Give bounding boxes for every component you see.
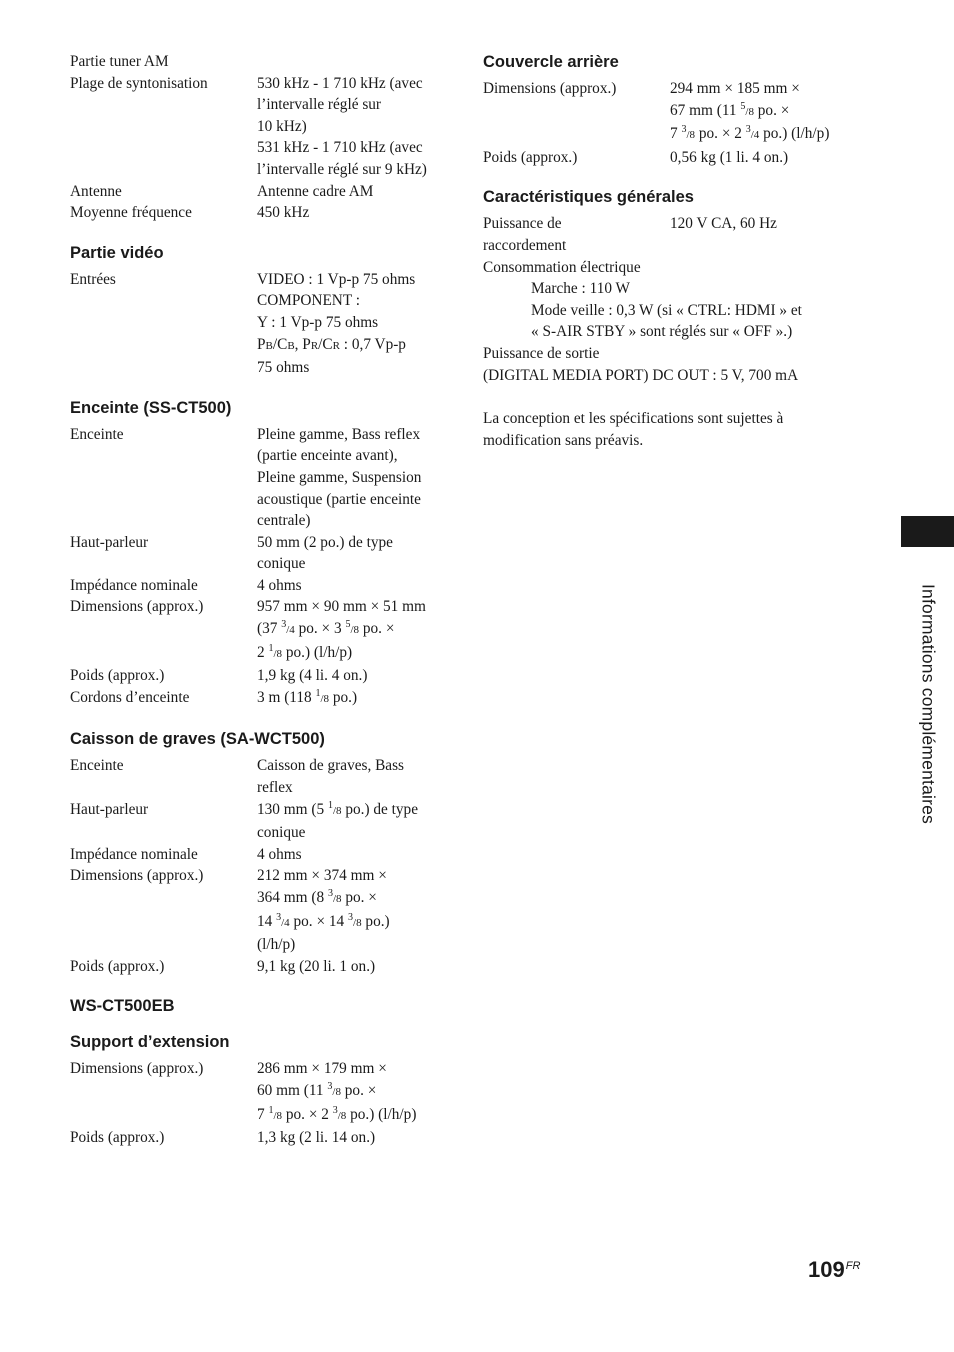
- value-line: [670, 100, 868, 124]
- text-fragment: po. ×: [359, 620, 395, 638]
- text-fragment: B: [265, 339, 273, 352]
- speaker-weight-row: [70, 665, 455, 687]
- fraction-numerator: 1: [315, 687, 321, 699]
- text-fragment: po.): [329, 688, 358, 706]
- tuner-if-value: 450 kHz: [257, 204, 310, 222]
- value-line: [670, 123, 868, 147]
- value-line: 50 mm (2 po.) de type: [257, 533, 393, 551]
- text-fragment: po.) (l/h/p): [759, 125, 830, 143]
- value-line: centrale): [257, 512, 311, 530]
- speaker-driver-label: Haut-parleur: [70, 533, 149, 551]
- label-line: raccordement: [483, 236, 567, 254]
- speaker-cord-value: [257, 687, 455, 711]
- general-standby-line: Mode veille : 0,3 W (si « CTRL: HDMI » et: [531, 301, 802, 319]
- text-fragment: po. ×: [753, 101, 790, 119]
- fraction-denominator: /8: [273, 647, 283, 660]
- fraction-denominator: /8: [332, 804, 342, 817]
- tuner-range-label: Plage de syntonisation: [70, 74, 208, 92]
- right-column: [483, 51, 868, 451]
- fraction-denominator: /8: [320, 692, 330, 705]
- speaker-cord-label: Cordons d’enceinte: [70, 688, 190, 706]
- tuner-heading: Partie tuner AM: [70, 53, 169, 70]
- subwoofer-dimensions-row: [70, 865, 455, 955]
- value-line: 212 mm × 374 mm ×: [257, 867, 387, 885]
- cover-weight-value: 0,56 kg (1 li. 4 on.): [670, 148, 789, 166]
- text-fragment: po. × 3: [294, 620, 346, 638]
- subwoofer-weight-value: 9,1 kg (20 li. 1 on.): [257, 957, 376, 975]
- subwoofer-driver-value: [257, 799, 455, 844]
- text-fragment: 130 mm (5: [257, 800, 328, 818]
- text-fragment: /C: [318, 335, 333, 353]
- fraction-numerator: 5: [740, 100, 746, 112]
- speaker-driver-value: [257, 532, 455, 575]
- speaker-driver-row: [70, 532, 455, 575]
- general-power-value: 120 V CA, 60 Hz: [670, 215, 777, 233]
- bracket-weight-row: [70, 1127, 455, 1149]
- subwoofer-weight-row: [70, 956, 455, 978]
- text-fragment: P: [257, 335, 266, 353]
- bracket-heading: Support d’extension: [70, 1033, 230, 1052]
- value-line: [257, 1080, 455, 1104]
- general-power-row: [483, 213, 868, 256]
- cover-dimensions-row: [483, 78, 868, 147]
- spec-note: [483, 408, 868, 451]
- text-fragment: R: [310, 339, 319, 352]
- cover-dimensions-value: [670, 78, 868, 147]
- text-fragment: po. × 14: [289, 912, 349, 930]
- fraction-denominator: /8: [745, 105, 754, 118]
- fraction-numerator: 3: [281, 618, 287, 630]
- text-fragment: : 0,7 Vp-p: [339, 335, 406, 353]
- fraction-numerator: 3: [745, 124, 751, 136]
- value-line: 957 mm × 90 mm × 51 mm: [257, 598, 426, 616]
- text-fragment: po. ×: [341, 889, 377, 906]
- value-line: [257, 618, 455, 642]
- value-line: reflex: [257, 779, 293, 797]
- tuner-range-line: 530 kHz - 1 710 kHz (avec: [257, 74, 423, 92]
- subwoofer-driver-label: Haut-parleur: [70, 800, 149, 818]
- subwoofer-weight-label: Poids (approx.): [70, 957, 165, 975]
- value-line: [257, 887, 455, 911]
- value-line: 294 mm × 185 mm ×: [670, 80, 800, 97]
- video-inputs-line: 75 ohms: [257, 359, 310, 377]
- text-fragment: po. × 2: [695, 125, 746, 143]
- tuner-range-line: l’intervalle réglé sur: [257, 96, 382, 114]
- text-fragment: 7: [670, 125, 682, 143]
- fraction-numerator: 3: [327, 1080, 333, 1092]
- value-line: [257, 1104, 455, 1128]
- text-fragment: po.) (l/h/p): [282, 643, 353, 661]
- fraction-numerator: 3: [332, 1104, 338, 1116]
- subwoofer-impedance-row: [70, 844, 455, 866]
- fraction-denominator: /8: [337, 1109, 347, 1122]
- fraction-numerator: 5: [345, 618, 351, 630]
- bracket-dimensions-row: [70, 1058, 455, 1127]
- speaker-dimensions-label: Dimensions (approx.): [70, 598, 204, 616]
- subwoofer-dimensions-label: Dimensions (approx.): [70, 867, 204, 885]
- tuner-range-value: [257, 73, 455, 181]
- general-power-label: [483, 213, 670, 256]
- value-line: conique: [257, 555, 306, 573]
- value-line: Caisson de graves, Bass: [257, 757, 405, 775]
- value-line: [257, 642, 455, 666]
- text-fragment: , P: [294, 335, 311, 353]
- tuner-if-row: [70, 202, 455, 224]
- subwoofer-dimensions-value: [257, 865, 455, 955]
- fraction-denominator: /8: [332, 893, 342, 905]
- text-fragment: po.) (l/h/p): [346, 1105, 417, 1123]
- tuner-antenna-label: Antenne: [70, 182, 122, 200]
- speaker-enclosure-row: [70, 424, 455, 532]
- fraction-numerator: 3: [681, 124, 687, 136]
- general-output-label: Puissance de sortie: [483, 344, 600, 362]
- general-consumption-label: Consommation électrique: [483, 258, 641, 276]
- video-inputs-line: VIDEO : 1 Vp-p 75 ohms: [257, 270, 416, 288]
- speaker-cord-row: [70, 687, 455, 711]
- text-fragment: po.) de type: [341, 800, 418, 818]
- subwoofer-enclosure-value: [257, 755, 455, 798]
- value-line: conique: [257, 824, 306, 842]
- text-fragment: B: [287, 339, 295, 352]
- cover-weight-label: Poids (approx.): [483, 148, 578, 166]
- value-line: Pleine gamme, Bass reflex: [257, 425, 421, 443]
- label-line: Puissance de: [483, 215, 562, 233]
- subwoofer-enclosure-label: Enceinte: [70, 757, 124, 775]
- fraction-denominator: /8: [686, 129, 696, 142]
- general-standby-line: « S-AIR STBY » sont réglés sur « OFF ».): [531, 323, 793, 341]
- bracket-dimensions-value: [257, 1058, 455, 1127]
- model-heading: WS-CT500EB: [70, 997, 175, 1016]
- text-fragment: R: [332, 339, 340, 352]
- text-fragment: po. × 2: [282, 1105, 333, 1123]
- tuner-range-line: 531 kHz - 1 710 kHz (avec: [257, 139, 423, 157]
- bracket-weight-value: 1,3 kg (2 li. 14 on.): [257, 1129, 376, 1147]
- video-inputs-label: Entrées: [70, 270, 116, 288]
- fraction-numerator: 3: [327, 887, 333, 899]
- value-line: [257, 911, 455, 935]
- text-fragment: 364 mm (8: [257, 889, 328, 906]
- fraction-denominator: /8: [353, 916, 362, 929]
- tuner-antenna-row: [70, 181, 455, 203]
- speaker-dimensions-value: [257, 596, 455, 665]
- value-line: acoustique (partie enceinte: [257, 490, 421, 508]
- text-fragment: 67 mm (11: [670, 101, 741, 119]
- speaker-enclosure-value: [257, 424, 455, 532]
- speaker-impedance-value: 4 ohms: [257, 576, 302, 594]
- subwoofer-driver-row: [70, 799, 455, 844]
- video-inputs-line: Y : 1 Vp-p 75 ohms: [257, 313, 379, 331]
- note-line: La conception et les spécifications sont sujettes à: [483, 410, 784, 428]
- speaker-enclosure-label: Enceinte: [70, 425, 124, 443]
- tuner-range-line: 10 kHz): [257, 117, 307, 135]
- general-output-line: (DIGITAL MEDIA PORT) DC OUT : 5 V, 700 mA: [483, 366, 799, 384]
- tuner-range-row: [70, 73, 455, 181]
- bracket-weight-label: Poids (approx.): [70, 1129, 165, 1147]
- fraction-numerator: 3: [276, 911, 282, 923]
- text-fragment: /C: [272, 335, 288, 353]
- tuner-range-line: l’intervalle réglé sur 9 kHz): [257, 160, 427, 178]
- value-line: [257, 799, 455, 823]
- speaker-weight-label: Poids (approx.): [70, 667, 165, 685]
- video-heading: Partie vidéo: [70, 243, 164, 262]
- tuner-if-label: Moyenne fréquence: [70, 204, 192, 222]
- fraction-denominator: /8: [332, 1085, 341, 1098]
- tuner-antenna-value: Antenne cadre AM: [257, 182, 374, 200]
- fraction-denominator: /4: [281, 916, 290, 929]
- video-inputs-line: COMPONENT :: [257, 292, 360, 310]
- fraction-numerator: 1: [327, 799, 333, 811]
- speaker-impedance-label: Impédance nominale: [70, 576, 198, 594]
- text-fragment: 7: [257, 1105, 269, 1123]
- fraction-denominator: /4: [750, 129, 760, 142]
- note-line: modification sans préavis.: [483, 431, 644, 449]
- video-inputs-line: [257, 334, 455, 358]
- speaker-heading: Enceinte (SS-CT500): [70, 398, 232, 417]
- cover-dimensions-label: Dimensions (approx.): [483, 80, 617, 97]
- fraction-numerator: 1: [268, 642, 274, 654]
- speaker-dimensions-row: [70, 596, 455, 665]
- value-line: (partie enceinte avant),: [257, 447, 398, 465]
- page-number-value: 109: [808, 1257, 845, 1282]
- speaker-weight-value: 1,9 kg (4 li. 4 on.): [257, 667, 368, 685]
- section-tab-marker: [901, 516, 954, 547]
- value-line: Pleine gamme, Suspension: [257, 468, 422, 486]
- left-column: [70, 51, 455, 1149]
- text-fragment: po.): [361, 912, 390, 930]
- general-heading: Caractéristiques générales: [483, 188, 694, 207]
- cover-heading: Couvercle arrière: [483, 53, 619, 71]
- page-language-suffix: FR: [845, 1260, 861, 1272]
- speaker-impedance-row: [70, 575, 455, 597]
- general-on-line: Marche : 110 W: [531, 280, 630, 298]
- text-fragment: 2: [257, 643, 269, 661]
- subwoofer-impedance-label: Impédance nominale: [70, 845, 198, 863]
- text-fragment: 14: [257, 912, 277, 930]
- text-fragment: 3 m (118: [257, 688, 316, 706]
- fraction-denominator: /4: [286, 624, 295, 637]
- section-tab-label: Informations complémentaires: [918, 583, 939, 825]
- subwoofer-enclosure-row: [70, 755, 455, 798]
- cover-weight-row: [483, 147, 868, 169]
- page-number: [808, 1257, 860, 1283]
- subwoofer-heading: Caisson de graves (SA-WCT500): [70, 730, 325, 749]
- fraction-denominator: /8: [273, 1109, 283, 1122]
- bracket-dimensions-label: Dimensions (approx.): [70, 1060, 204, 1078]
- text-fragment: 60 mm (11: [257, 1081, 328, 1099]
- fraction-denominator: /8: [350, 624, 360, 637]
- subwoofer-impedance-value: 4 ohms: [257, 845, 302, 863]
- video-inputs-value: [257, 269, 455, 379]
- text-fragment: po. ×: [340, 1081, 377, 1099]
- value-line: 286 mm × 179 mm ×: [257, 1060, 387, 1078]
- fraction-numerator: 3: [348, 911, 354, 923]
- fraction-numerator: 1: [268, 1104, 274, 1116]
- video-inputs-row: [70, 269, 455, 379]
- value-line: (l/h/p): [257, 936, 296, 954]
- text-fragment: (37: [257, 620, 282, 638]
